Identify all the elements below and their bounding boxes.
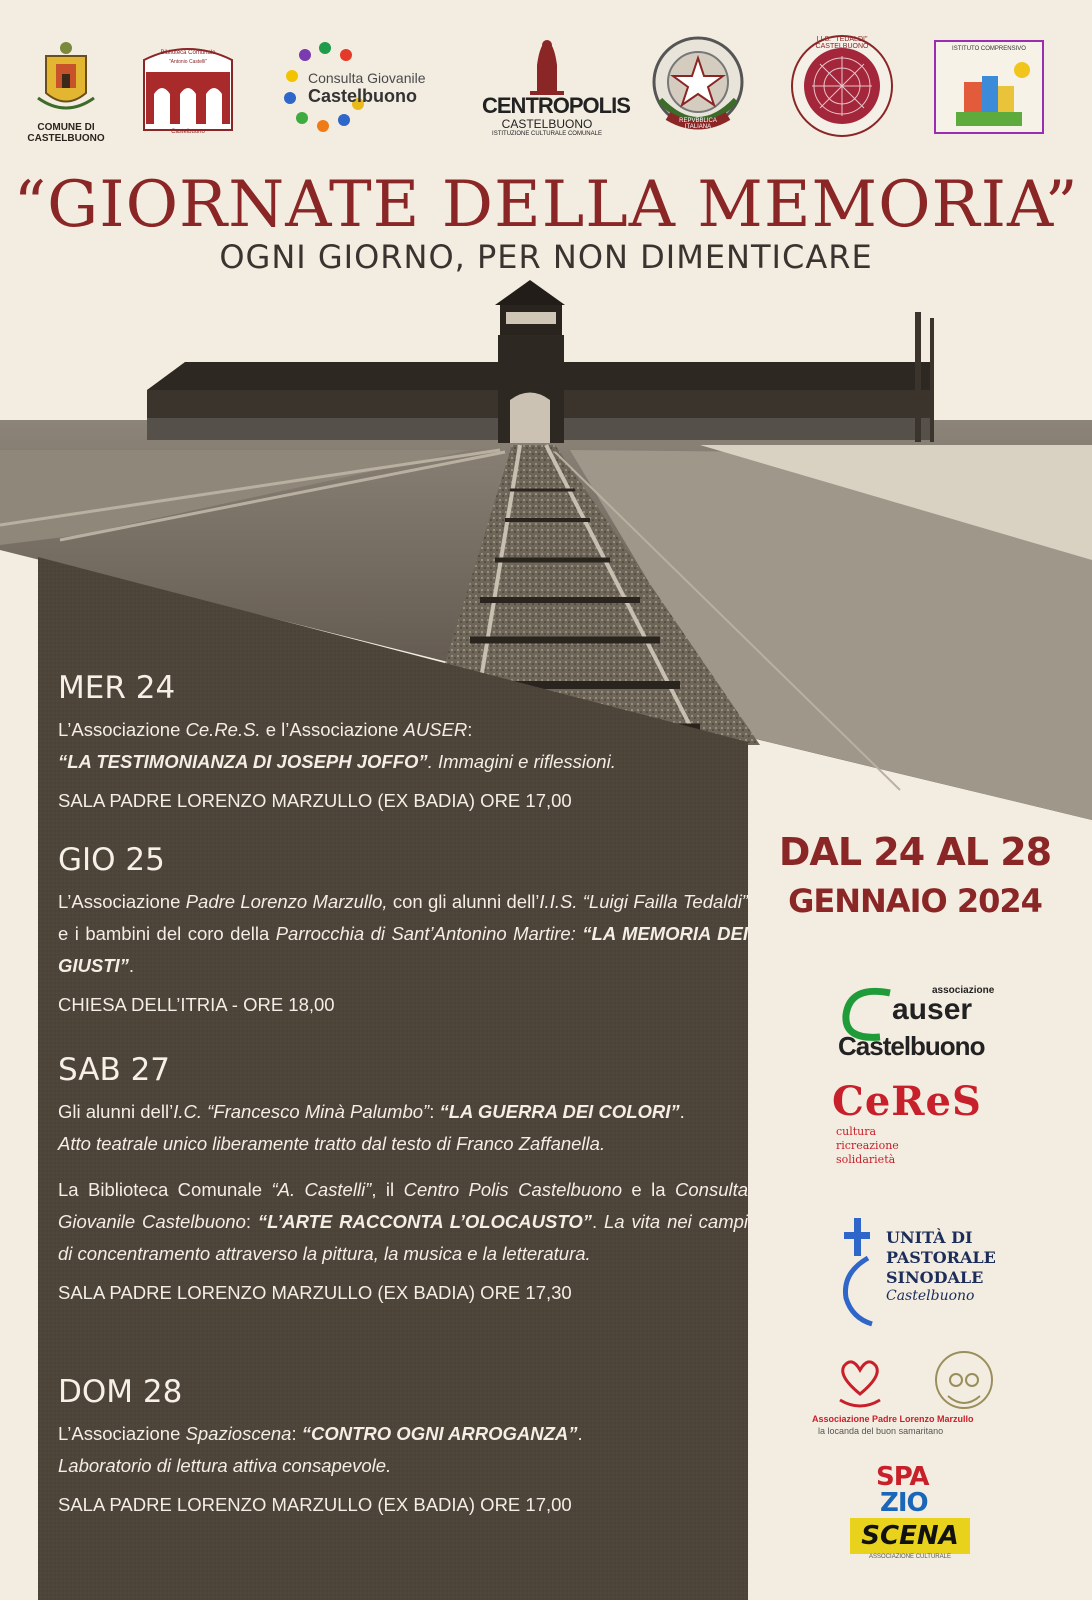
text-italic: I.I.S. “Luigi Failla Tedaldi” [539, 891, 748, 912]
date-range-days: DAL 24 AL 28 [778, 830, 1052, 874]
spazio-line-1: SPA [876, 1462, 929, 1492]
text-italic: I.C. “Francesco Minà Palumbo” [173, 1101, 430, 1122]
event-title: “CONTRO OGNI ARROGANZA” [301, 1423, 578, 1444]
event-description [58, 886, 748, 982]
text: : [429, 1101, 440, 1122]
consulta-label-1: Consulta Giovanile [308, 70, 426, 86]
text: Gli alunni dell’ [58, 1101, 174, 1122]
biblioteca-label-top: Biblioteca Comunale [160, 50, 216, 56]
text: . [679, 1101, 685, 1122]
event-description-2 [58, 1174, 748, 1270]
comprensivo-label: ISTITUTO COMPRENSIVO [952, 46, 1026, 52]
text: . [128, 955, 135, 976]
event-gio-25 [58, 842, 748, 1016]
centropolis-label: CENTROPOLIS [482, 93, 630, 118]
text-italic: Spazioscena [185, 1423, 292, 1444]
text: : [291, 1423, 302, 1444]
istituto-comprensivo-logo [934, 40, 1044, 134]
marzullo-label: Associazione Padre Lorenzo Marzullo [812, 1414, 974, 1424]
event-day: DOM 28 [58, 1374, 183, 1410]
centropolis-sub: ISTITUZIONE CULTURALE COMUNALE [492, 131, 602, 137]
event-day: MER 24 [58, 670, 176, 706]
centropolis-logo [482, 35, 630, 145]
consulta-giovanile-logo [280, 38, 460, 138]
text: , il [371, 1179, 404, 1200]
auser-small-label: associazione [932, 985, 995, 996]
event-dom-28 [58, 1374, 748, 1516]
text-italic: “A. Castelli” [271, 1179, 372, 1200]
biblioteca-label-bottom: Castelbuono [171, 129, 205, 135]
date-range-month: GENNAIO 2024 [788, 882, 1042, 920]
text-italic: . Immagini e riflessioni. [427, 751, 616, 772]
poster-title: “GIORNATE DELLA MEMORIA” [13, 168, 1079, 242]
unita-pastorale-logo [838, 1218, 1008, 1328]
partner-logos [0, 30, 1092, 150]
text: : [467, 719, 473, 740]
auser-logo [840, 985, 1000, 1065]
building [147, 280, 934, 443]
text: con gli alunni dell’ [387, 891, 540, 912]
centropolis-city: CASTELBUONO [501, 117, 593, 131]
comune-label: COMUNE DI CASTELBUONO [27, 122, 105, 144]
text-italic: Centro Polis Castelbuono [403, 1179, 622, 1200]
event-day: SAB 27 [58, 1052, 171, 1088]
text-italic: Atto teatrale unico liberamente tratto dal testo di Franco Zaffanella. [58, 1133, 606, 1154]
unita-line-4: Castelbuono [886, 1288, 975, 1304]
event-description [58, 1096, 748, 1160]
text: : [245, 1211, 258, 1232]
text: e i bambini del coro della [58, 923, 276, 944]
date-range [760, 830, 1070, 920]
event-mer-24 [58, 670, 748, 812]
biblioteca-label-mid: "Antonio Castelli" [168, 59, 208, 65]
text: e la [621, 1179, 675, 1200]
ceres-label: CeReS [832, 1078, 982, 1125]
ceres-logo [832, 1078, 992, 1178]
text-italic: Laboratorio di lettura attiva consapevole. [58, 1455, 392, 1476]
spazio-line-4: ASSOCIAZIONE CULTURALE [869, 1554, 951, 1560]
biblioteca-logo [136, 38, 240, 142]
text-italic: Ce.Re.S. [185, 719, 261, 740]
repubblica-label: REPVBBLICA ITALIANA [679, 118, 717, 130]
unita-line-2: PASTORALE [886, 1248, 996, 1267]
text: L’Associazione [58, 1423, 186, 1444]
iis-tedaldi-logo [790, 34, 894, 138]
unita-line-3: SINODALE [886, 1268, 984, 1287]
comune-crest-logo [24, 38, 108, 146]
repubblica-emblem-logo [648, 30, 748, 140]
iis-label: I.I.S. "TEDALDI" CASTELBUONO [815, 36, 869, 50]
event-title: “LA TESTIMONIANZA DI JOSEPH JOFFO” [58, 751, 428, 772]
event-description [58, 714, 748, 778]
text: . [591, 1211, 598, 1232]
poster-subtitle: OGNI GIORNO, PER NON DIMENTICARE [219, 238, 873, 276]
event-day: GIO 25 [58, 842, 165, 878]
text-italic: Padre Lorenzo Marzullo, [185, 891, 388, 912]
event-venue: SALA PADRE LORENZO MARZULLO (EX BADIA) ORE 17,00 [58, 1494, 572, 1515]
text-italic: AUSER [403, 719, 468, 740]
spazio-line-3: SCENA [850, 1518, 970, 1554]
event-sab-27 [58, 1052, 748, 1304]
unita-line-1: UNITÀ DI [886, 1228, 973, 1247]
text: . [577, 1423, 583, 1444]
ceres-line-3: solidarietà [836, 1153, 896, 1166]
text: L’Associazione [58, 891, 186, 912]
text-italic: Consulta Giovanile Castelbuono [58, 1179, 749, 1232]
text: La Biblioteca Comunale [58, 1179, 272, 1200]
text-italic: La vita nei campi di concentramento attraverso la pittura, la musica e la letteratura. [58, 1211, 749, 1264]
consulta-label-2: Castelbuono [308, 86, 418, 106]
event-title: “LA GUERRA DEI COLORI” [439, 1101, 680, 1122]
auser-label: auser [892, 993, 973, 1026]
event-venue: SALA PADRE LORENZO MARZULLO (EX BADIA) ORE 17,30 [58, 1282, 572, 1303]
marzullo-sub: la locanda del buon samaritano [818, 1426, 944, 1436]
auser-city-label: Castelbuono [838, 1031, 985, 1061]
event-title: “L’ARTE RACCONTA L’OLOCAUSTO” [257, 1211, 592, 1232]
spazioscena-logo [850, 1462, 970, 1572]
event-venue: SALA PADRE LORENZO MARZULLO (EX BADIA) ORE 17,00 [58, 790, 572, 811]
spazio-line-2: ZIO [880, 1488, 928, 1518]
event-title: “LA MEMORIA DEI GIUSTI” [58, 923, 748, 976]
ceres-line-2: ricreazione [836, 1139, 899, 1152]
event-venue: CHIESA DELL’ITRIA - ORE 18,00 [58, 994, 335, 1015]
text: e l’Associazione [260, 719, 404, 740]
text-italic: Parrocchia di Sant’Antonino Martire: [275, 923, 576, 944]
marzullo-logo [812, 1350, 1022, 1445]
text: L’Associazione [58, 719, 186, 740]
event-description [58, 1418, 748, 1482]
ceres-line-1: cultura [836, 1125, 877, 1138]
